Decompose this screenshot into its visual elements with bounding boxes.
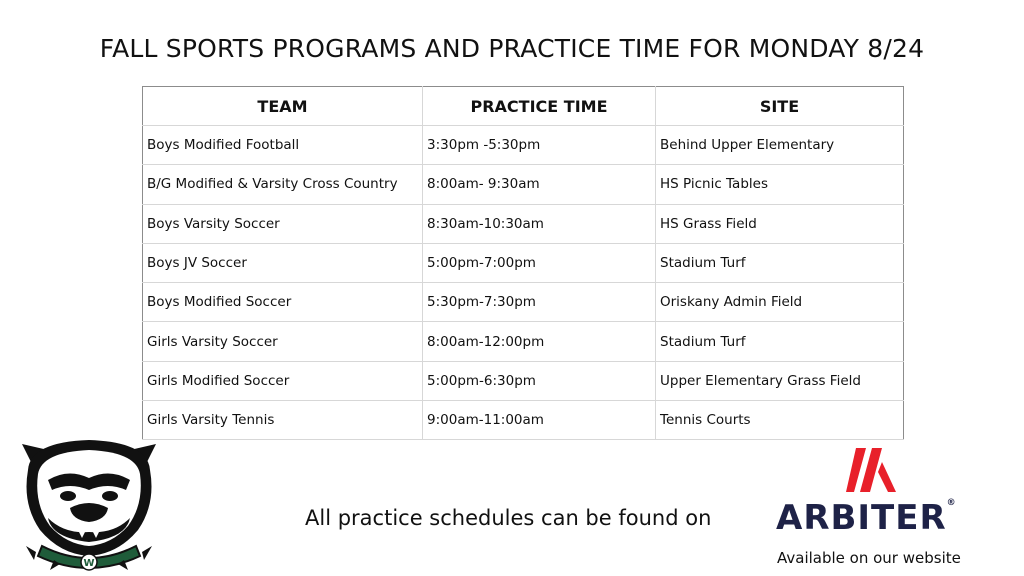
arbiter-subtext: Available on our website (777, 549, 961, 567)
table-header-row (143, 87, 904, 126)
team-cell: Girls Varsity Tennis (143, 401, 423, 440)
practice-time-cell: 5:00pm-6:30pm (423, 361, 656, 400)
footer-text: All practice schedules can be found on (305, 506, 712, 530)
team-cell: Boys Varsity Soccer (143, 204, 423, 243)
bulldog-logo-icon (18, 434, 160, 574)
arbiter-brand-text: ARBITER (776, 498, 947, 538)
team-cell: B/G Modified & Varsity Cross Country (143, 165, 423, 204)
site-cell: Stadium Turf (656, 322, 904, 361)
practice-time-cell: 8:00am- 9:30am (423, 165, 656, 204)
page-title: FALL SPORTS PROGRAMS AND PRACTICE TIME FOR MONDAY 8/24 (99, 34, 925, 63)
practice-time-cell: 8:30am-10:30am (423, 204, 656, 243)
table-row (143, 165, 904, 204)
team-cell: Boys Modified Soccer (143, 283, 423, 322)
column-header-practice-time: PRACTICE TIME (423, 87, 656, 126)
table-row (143, 401, 904, 440)
registered-mark: ® (946, 498, 956, 508)
site-cell: Stadium Turf (656, 243, 904, 282)
practice-time-cell: 8:00am-12:00pm (423, 322, 656, 361)
arbiter-logo-icon (846, 448, 896, 492)
site-cell: HS Picnic Tables (656, 165, 904, 204)
table-row (143, 361, 904, 400)
table-row (143, 204, 904, 243)
team-cell: Boys Modified Football (143, 126, 423, 165)
practice-schedule-table (142, 86, 904, 440)
team-cell: Girls Modified Soccer (143, 361, 423, 400)
team-cell: Boys JV Soccer (143, 243, 423, 282)
practice-time-cell: 3:30pm -5:30pm (423, 126, 656, 165)
team-cell: Girls Varsity Soccer (143, 322, 423, 361)
column-header-team: TEAM (143, 87, 423, 126)
practice-time-cell: 5:30pm-7:30pm (423, 283, 656, 322)
table-row (143, 322, 904, 361)
arbiter-brand (776, 498, 972, 538)
table-row (143, 283, 904, 322)
site-cell: Tennis Courts (656, 401, 904, 440)
site-cell: Upper Elementary Grass Field (656, 361, 904, 400)
table-row (143, 126, 904, 165)
table-row (143, 243, 904, 282)
site-cell: HS Grass Field (656, 204, 904, 243)
collar-letter: W (83, 558, 95, 569)
site-cell: Behind Upper Elementary (656, 126, 904, 165)
column-header-site: SITE (656, 87, 904, 126)
practice-time-cell: 9:00am-11:00am (423, 401, 656, 440)
practice-time-cell: 5:00pm-7:00pm (423, 243, 656, 282)
site-cell: Oriskany Admin Field (656, 283, 904, 322)
